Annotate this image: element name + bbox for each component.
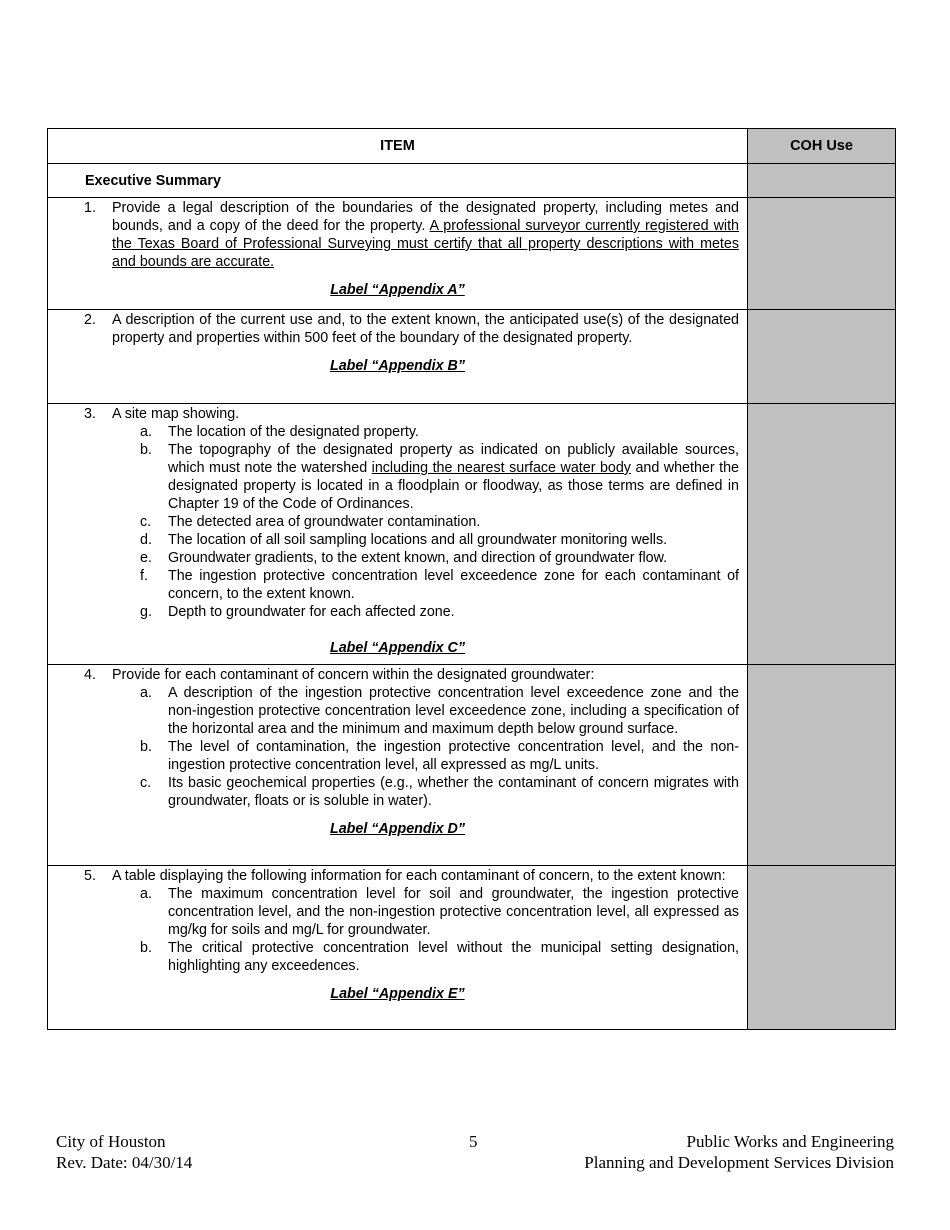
sub-text: The detected area of groundwater contamination. xyxy=(168,514,481,530)
table-header-row xyxy=(48,129,896,164)
table-row xyxy=(48,665,896,866)
appendix-label: Label “Appendix D” xyxy=(329,821,466,837)
section-title: Executive Summary xyxy=(48,164,748,198)
sub-text-underlined: including the nearest surface water body xyxy=(371,460,631,476)
sub-item xyxy=(112,939,739,975)
item-text-underlined: A professional surveyor currently registered with the Texas Board of Professional Surveying must certify that all property descriptions with metes and bounds are accurate. xyxy=(112,218,739,270)
sub-item xyxy=(112,684,739,738)
page-number: 5 xyxy=(469,1132,478,1151)
item-text: A site map showing. xyxy=(112,406,240,422)
item-text: A description of the current use and, to the extent known, the anticipated use(s) of the designated property and properties within 500 feet of the boundary of the designated property. xyxy=(112,312,739,346)
coh-cell xyxy=(748,310,896,404)
header-item: ITEM xyxy=(48,129,748,164)
item-2-cell xyxy=(48,310,748,404)
appendix-label: Label “Appendix B” xyxy=(329,358,466,374)
coh-cell xyxy=(748,665,896,866)
item-number: 1. xyxy=(84,200,96,216)
coh-cell xyxy=(748,404,896,665)
sub-letter: d. xyxy=(140,532,152,548)
item-text: Provide for each contaminant of concern within the designated groundwater: xyxy=(112,667,595,683)
sub-item xyxy=(112,603,739,621)
item-4-cell xyxy=(48,665,748,866)
coh-cell xyxy=(748,198,896,310)
table-row xyxy=(48,310,896,404)
sub-item xyxy=(112,531,739,549)
sub-text: The location of the designated property. xyxy=(168,424,419,440)
section-row xyxy=(48,164,896,198)
table-row xyxy=(48,866,896,1030)
sub-letter: f. xyxy=(140,568,148,584)
sub-text: and whether the designated property is located in a floodplain or floodway, as those terms are defined in Chapter 19 of the Code of Ordinances. xyxy=(168,460,740,512)
sub-text: The critical protective concentration level without the municipal setting designation, highlighting any exceedences. xyxy=(168,940,739,974)
sub-letter: a. xyxy=(140,886,152,902)
sub-text: Its basic geochemical properties (e.g., whether the contaminant of concern migrates with groundwater, floats or is soluble in water). xyxy=(168,775,739,809)
table-row xyxy=(48,404,896,665)
sub-item xyxy=(112,774,739,810)
sub-text: The maximum concentration level for soil and groundwater, the ingestion protective concentration level, and the non-ingestion protective concentration level, all expressed as mg/kg for soils and mg/L for groundwater. xyxy=(168,886,739,938)
sub-item xyxy=(112,885,739,939)
item-number: 2. xyxy=(84,312,96,328)
footer-division: Planning and Development Services Division xyxy=(584,1153,894,1172)
table-row xyxy=(48,198,896,310)
footer-org: City of Houston xyxy=(56,1132,166,1151)
sub-letter: b. xyxy=(140,442,152,458)
sub-item xyxy=(112,567,739,603)
sub-item xyxy=(112,423,739,441)
sub-item xyxy=(112,513,739,531)
coh-cell xyxy=(748,866,896,1030)
item-3-cell xyxy=(48,404,748,665)
appendix-label: Label “Appendix A” xyxy=(330,282,465,298)
item-text: Provide a legal description of the boundaries of the designated property, including metes and bounds, and a copy of the deed for the property. xyxy=(112,200,739,234)
footer-department: Public Works and Engineering xyxy=(686,1132,894,1151)
sub-text: The topography of the designated property as indicated on publicly available sources, which must note the watershed xyxy=(168,442,739,476)
item-5-cell xyxy=(48,866,748,1030)
appendix-label: Label “Appendix E” xyxy=(330,986,465,1002)
sub-text: The location of all soil sampling locations and all groundwater monitoring wells. xyxy=(168,532,668,548)
sub-item xyxy=(112,549,739,567)
sub-text: The ingestion protective concentration level exceedence zone for each contaminant of concern, to the extent known. xyxy=(168,568,739,602)
sub-item xyxy=(112,738,739,774)
sub-letter: b. xyxy=(140,739,152,755)
sub-letter: b. xyxy=(140,940,152,956)
item-number: 5. xyxy=(84,868,96,884)
sub-letter: c. xyxy=(140,514,152,530)
item-number: 4. xyxy=(84,667,96,683)
sub-text: Groundwater gradients, to the extent known, and direction of groundwater flow. xyxy=(168,550,668,566)
sub-letter: a. xyxy=(140,685,152,701)
sub-letter: a. xyxy=(140,424,152,440)
coh-cell xyxy=(748,164,896,198)
sub-letter: e. xyxy=(140,550,152,566)
item-number: 3. xyxy=(84,406,96,422)
sub-text: The level of contamination, the ingestion protective concentration level, and the non-ingestion protective concentration level, all expressed as mg/L units. xyxy=(168,739,739,773)
footer-left xyxy=(56,1131,192,1173)
header-coh-use: COH Use xyxy=(748,129,896,164)
sub-letter: g. xyxy=(140,604,152,620)
item-text: A table displaying the following information for each contaminant of concern, to the extent known: xyxy=(112,868,726,884)
sub-letter: c. xyxy=(140,775,152,791)
appendix-label: Label “Appendix C” xyxy=(329,640,466,656)
sub-text: A description of the ingestion protective concentration level exceedence zone and the non-ingestion protective concentration level exceedence zone, including a specification of the horizontal area and the minimum and maximum depth below ground surface. xyxy=(168,685,739,737)
sub-item xyxy=(112,441,739,513)
footer-rev-date: Rev. Date: 04/30/14 xyxy=(56,1153,193,1172)
item-1-cell xyxy=(48,198,748,310)
checklist-table xyxy=(47,128,896,1030)
footer-right xyxy=(584,1131,894,1173)
sub-text: Depth to groundwater for each affected zone. xyxy=(168,604,455,620)
